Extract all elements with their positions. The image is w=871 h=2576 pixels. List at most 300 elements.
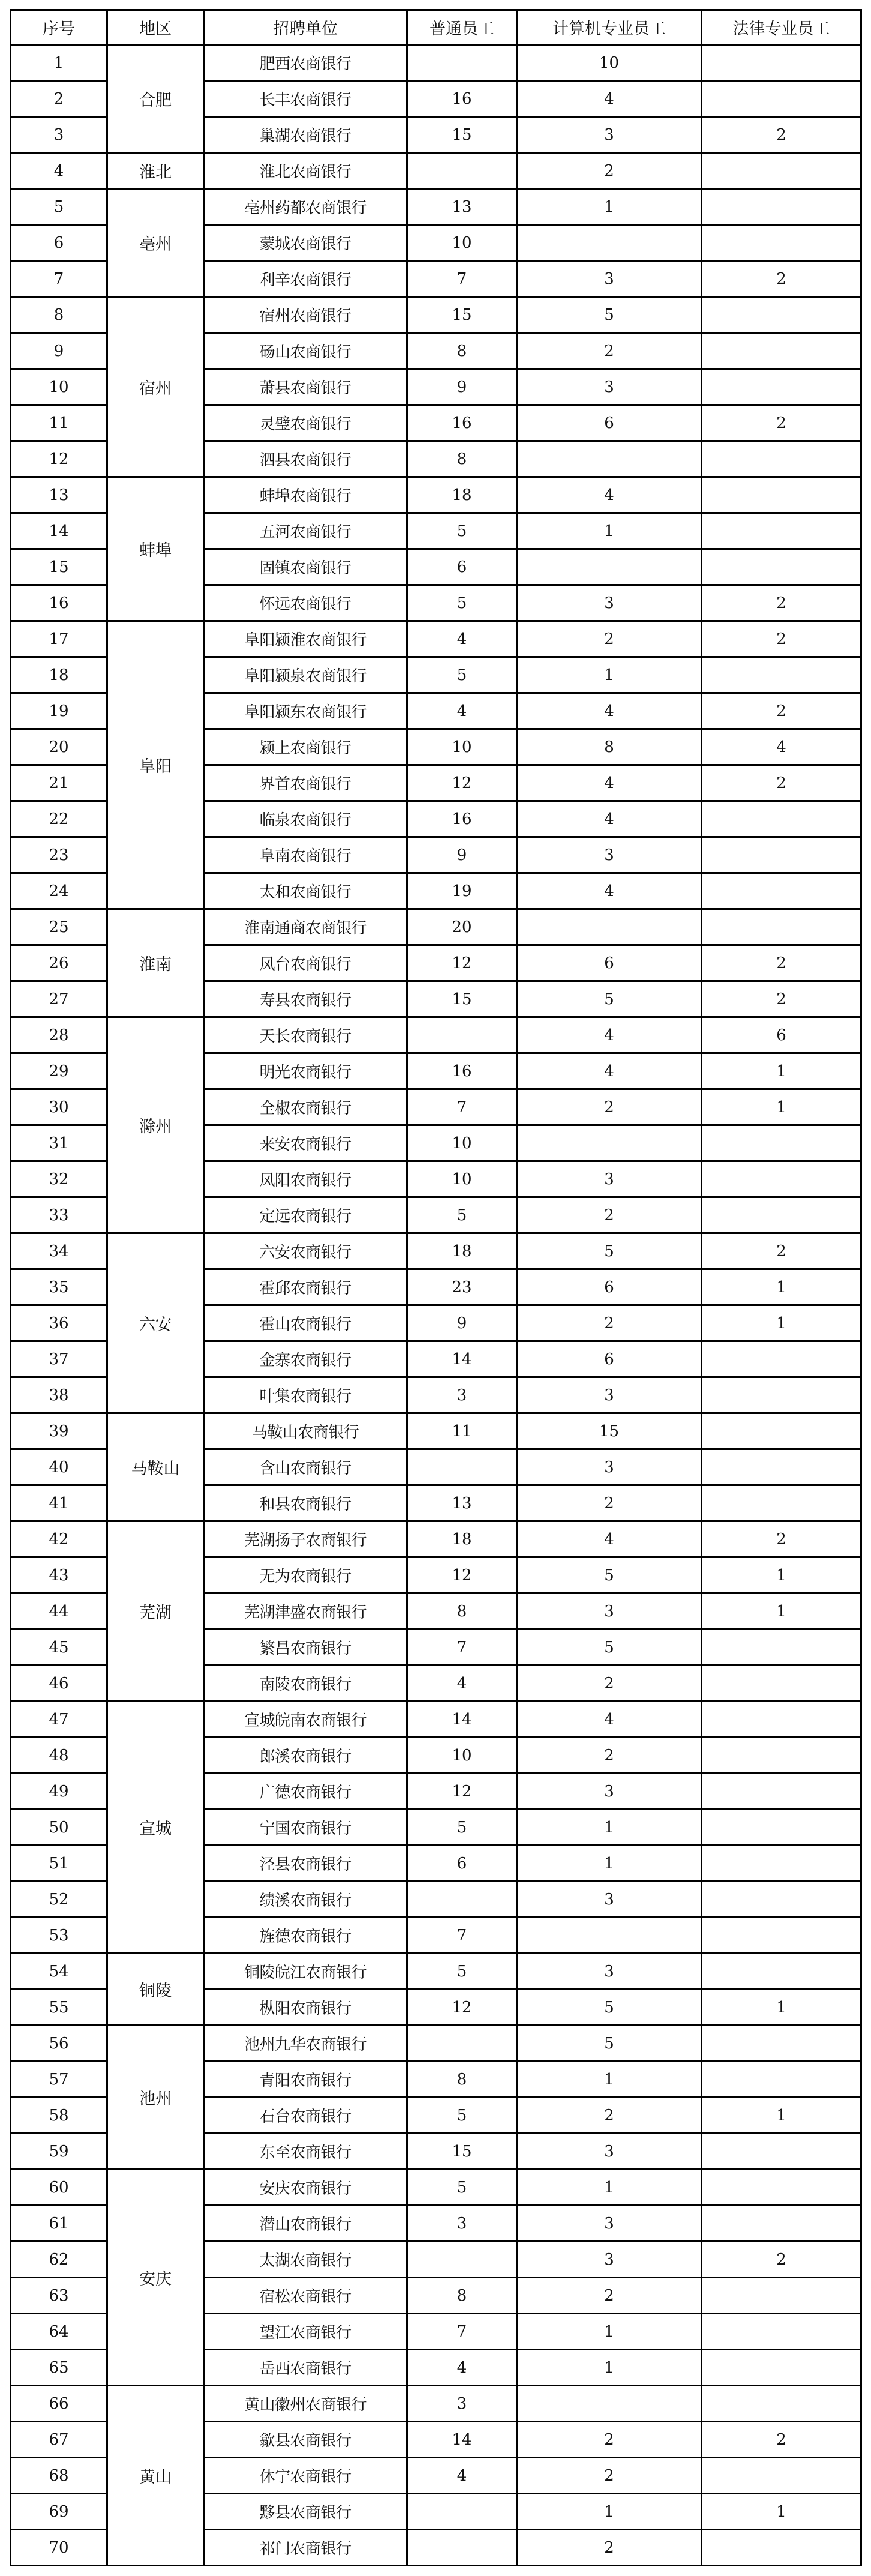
general-staff-cell: 5 xyxy=(407,2098,517,2134)
serial-no-cell: 67 xyxy=(11,2422,107,2458)
general-staff-cell: 3 xyxy=(407,1377,517,1413)
header-general-staff: 普通员工 xyxy=(407,10,517,45)
general-staff-cell xyxy=(407,1882,517,1918)
recruiting-unit-cell: 宿松农商银行 xyxy=(204,2278,407,2314)
computer-staff-cell xyxy=(517,909,702,945)
recruiting-unit-cell: 祁门农商银行 xyxy=(204,2530,407,2566)
computer-staff-cell: 4 xyxy=(517,1521,702,1557)
recruiting-unit-cell: 凤阳农商银行 xyxy=(204,1161,407,1197)
general-staff-cell: 19 xyxy=(407,873,517,909)
computer-staff-cell: 6 xyxy=(517,1341,702,1377)
computer-staff-cell: 2 xyxy=(517,2278,702,2314)
law-staff-cell: 2 xyxy=(702,2242,861,2278)
general-staff-cell: 7 xyxy=(407,1630,517,1666)
table-row xyxy=(11,189,861,225)
serial-no-cell: 19 xyxy=(11,693,107,729)
general-staff-cell: 16 xyxy=(407,801,517,837)
general-staff-cell xyxy=(407,2530,517,2566)
recruiting-unit-cell: 霍邱农商银行 xyxy=(204,1269,407,1305)
computer-staff-cell: 2 xyxy=(517,333,702,369)
computer-staff-cell: 10 xyxy=(517,45,702,81)
recruiting-unit-cell: 肥西农商银行 xyxy=(204,45,407,81)
serial-no-cell: 11 xyxy=(11,405,107,441)
recruiting-unit-cell: 太和农商银行 xyxy=(204,873,407,909)
serial-no-cell: 26 xyxy=(11,945,107,981)
serial-no-cell: 57 xyxy=(11,2062,107,2098)
serial-no-cell: 25 xyxy=(11,909,107,945)
general-staff-cell xyxy=(407,2494,517,2530)
serial-no-cell: 70 xyxy=(11,2530,107,2566)
computer-staff-cell: 6 xyxy=(517,945,702,981)
recruiting-unit-cell: 全椒农商银行 xyxy=(204,1089,407,1125)
computer-staff-cell: 5 xyxy=(517,1990,702,2026)
general-staff-cell: 11 xyxy=(407,1413,517,1449)
table-row xyxy=(11,1702,861,1738)
serial-no-cell: 32 xyxy=(11,1161,107,1197)
computer-staff-cell: 2 xyxy=(517,2530,702,2566)
law-staff-cell: 1 xyxy=(702,1557,861,1593)
law-staff-cell: 2 xyxy=(702,693,861,729)
serial-no-cell: 24 xyxy=(11,873,107,909)
computer-staff-cell: 2 xyxy=(517,2098,702,2134)
computer-staff-cell: 3 xyxy=(517,1774,702,1810)
recruiting-unit-cell: 石台农商银行 xyxy=(204,2098,407,2134)
general-staff-cell: 5 xyxy=(407,1197,517,1233)
law-staff-cell xyxy=(702,837,861,873)
serial-no-cell: 69 xyxy=(11,2494,107,2530)
serial-no-cell: 8 xyxy=(11,297,107,333)
recruiting-unit-cell: 寿县农商银行 xyxy=(204,981,407,1017)
general-staff-cell: 10 xyxy=(407,1738,517,1774)
computer-staff-cell: 5 xyxy=(517,1233,702,1269)
recruiting-unit-cell: 阜阳颍淮农商银行 xyxy=(204,621,407,657)
serial-no-cell: 18 xyxy=(11,657,107,693)
recruiting-unit-cell: 界首农商银行 xyxy=(204,765,407,801)
law-staff-cell xyxy=(702,477,861,513)
computer-staff-cell: 8 xyxy=(517,729,702,765)
serial-no-cell: 38 xyxy=(11,1377,107,1413)
computer-staff-cell xyxy=(517,225,702,261)
law-staff-cell: 6 xyxy=(702,1017,861,1053)
serial-no-cell: 35 xyxy=(11,1269,107,1305)
computer-staff-cell: 1 xyxy=(517,2494,702,2530)
computer-staff-cell: 6 xyxy=(517,1269,702,1305)
recruiting-unit-cell: 霍山农商银行 xyxy=(204,1305,407,1341)
serial-no-cell: 55 xyxy=(11,1990,107,2026)
law-staff-cell xyxy=(702,1846,861,1882)
law-staff-cell xyxy=(702,1125,861,1161)
recruiting-unit-cell: 马鞍山农商银行 xyxy=(204,1413,407,1449)
law-staff-cell xyxy=(702,873,861,909)
computer-staff-cell: 3 xyxy=(517,117,702,153)
serial-no-cell: 56 xyxy=(11,2026,107,2062)
general-staff-cell: 13 xyxy=(407,1485,517,1521)
computer-staff-cell: 3 xyxy=(517,1161,702,1197)
computer-staff-cell: 3 xyxy=(517,2134,702,2170)
region-cell: 六安 xyxy=(107,1233,204,1413)
serial-no-cell: 66 xyxy=(11,2386,107,2422)
computer-staff-cell xyxy=(517,2386,702,2422)
general-staff-cell: 3 xyxy=(407,2386,517,2422)
recruiting-unit-cell: 太湖农商银行 xyxy=(204,2242,407,2278)
computer-staff-cell: 2 xyxy=(517,153,702,189)
recruiting-unit-cell: 阜南农商银行 xyxy=(204,837,407,873)
recruiting-unit-cell: 六安农商银行 xyxy=(204,1233,407,1269)
recruiting-unit-cell: 利辛农商银行 xyxy=(204,261,407,297)
recruiting-unit-cell: 枞阳农商银行 xyxy=(204,1990,407,2026)
computer-staff-cell: 5 xyxy=(517,297,702,333)
serial-no-cell: 46 xyxy=(11,1666,107,1702)
computer-staff-cell: 2 xyxy=(517,1197,702,1233)
table-row xyxy=(11,2386,861,2422)
computer-staff-cell xyxy=(517,1125,702,1161)
computer-staff-cell: 2 xyxy=(517,2458,702,2494)
serial-no-cell: 39 xyxy=(11,1413,107,1449)
law-staff-cell xyxy=(702,549,861,585)
recruiting-unit-cell: 阜阳颍东农商银行 xyxy=(204,693,407,729)
computer-staff-cell: 2 xyxy=(517,621,702,657)
computer-staff-cell: 15 xyxy=(517,1413,702,1449)
law-staff-cell: 1 xyxy=(702,1990,861,2026)
general-staff-cell: 12 xyxy=(407,1990,517,2026)
recruiting-unit-cell: 铜陵皖江农商银行 xyxy=(204,1954,407,1990)
serial-no-cell: 45 xyxy=(11,1630,107,1666)
law-staff-cell xyxy=(702,1341,861,1377)
general-staff-cell: 15 xyxy=(407,981,517,1017)
region-cell: 蚌埠 xyxy=(107,477,204,621)
law-staff-cell xyxy=(702,801,861,837)
table-row xyxy=(11,1233,861,1269)
serial-no-cell: 36 xyxy=(11,1305,107,1341)
recruiting-unit-cell: 亳州药都农商银行 xyxy=(204,189,407,225)
computer-staff-cell: 3 xyxy=(517,585,702,621)
serial-no-cell: 29 xyxy=(11,1053,107,1089)
general-staff-cell: 8 xyxy=(407,2062,517,2098)
general-staff-cell: 20 xyxy=(407,909,517,945)
law-staff-cell: 1 xyxy=(702,1269,861,1305)
law-staff-cell xyxy=(702,1738,861,1774)
serial-no-cell: 33 xyxy=(11,1197,107,1233)
table-row xyxy=(11,1954,861,1990)
recruiting-unit-cell: 潜山农商银行 xyxy=(204,2206,407,2242)
serial-no-cell: 63 xyxy=(11,2278,107,2314)
computer-staff-cell: 1 xyxy=(517,2062,702,2098)
recruiting-unit-cell: 蚌埠农商银行 xyxy=(204,477,407,513)
computer-staff-cell: 3 xyxy=(517,1449,702,1485)
serial-no-cell: 43 xyxy=(11,1557,107,1593)
table-row xyxy=(11,153,861,189)
computer-staff-cell: 2 xyxy=(517,1666,702,1702)
region-cell: 亳州 xyxy=(107,189,204,297)
law-staff-cell xyxy=(702,297,861,333)
recruiting-unit-cell: 怀远农商银行 xyxy=(204,585,407,621)
computer-staff-cell: 1 xyxy=(517,2350,702,2386)
computer-staff-cell: 2 xyxy=(517,1089,702,1125)
computer-staff-cell: 4 xyxy=(517,765,702,801)
recruiting-unit-cell: 五河农商银行 xyxy=(204,513,407,549)
general-staff-cell: 23 xyxy=(407,1269,517,1305)
law-staff-cell xyxy=(702,441,861,477)
table-row xyxy=(11,909,861,945)
computer-staff-cell: 4 xyxy=(517,477,702,513)
region-cell: 马鞍山 xyxy=(107,1413,204,1521)
serial-no-cell: 54 xyxy=(11,1954,107,1990)
general-staff-cell: 12 xyxy=(407,1557,517,1593)
general-staff-cell: 4 xyxy=(407,621,517,657)
recruiting-unit-cell: 淮北农商银行 xyxy=(204,153,407,189)
recruiting-unit-cell: 芜湖扬子农商银行 xyxy=(204,1521,407,1557)
general-staff-cell: 5 xyxy=(407,1954,517,1990)
law-staff-cell xyxy=(702,1161,861,1197)
law-staff-cell: 2 xyxy=(702,945,861,981)
recruiting-unit-cell: 繁昌农商银行 xyxy=(204,1630,407,1666)
serial-no-cell: 61 xyxy=(11,2206,107,2242)
recruiting-unit-cell: 泾县农商银行 xyxy=(204,1846,407,1882)
recruiting-unit-cell: 萧县农商银行 xyxy=(204,369,407,405)
region-cell: 安庆 xyxy=(107,2170,204,2386)
recruitment-table-container xyxy=(10,9,862,2566)
general-staff-cell: 5 xyxy=(407,2170,517,2206)
recruiting-unit-cell: 休宁农商银行 xyxy=(204,2458,407,2494)
law-staff-cell: 2 xyxy=(702,261,861,297)
law-staff-cell: 2 xyxy=(702,585,861,621)
law-staff-cell: 1 xyxy=(702,2098,861,2134)
region-cell: 黄山 xyxy=(107,2386,204,2566)
computer-staff-cell: 4 xyxy=(517,81,702,117)
general-staff-cell: 7 xyxy=(407,2314,517,2350)
general-staff-cell: 10 xyxy=(407,729,517,765)
region-cell: 阜阳 xyxy=(107,621,204,909)
serial-no-cell: 42 xyxy=(11,1521,107,1557)
computer-staff-cell: 1 xyxy=(517,2314,702,2350)
serial-no-cell: 53 xyxy=(11,1918,107,1954)
law-staff-cell xyxy=(702,2206,861,2242)
general-staff-cell: 16 xyxy=(407,1053,517,1089)
law-staff-cell xyxy=(702,1377,861,1413)
general-staff-cell: 9 xyxy=(407,369,517,405)
serial-no-cell: 49 xyxy=(11,1774,107,1810)
serial-no-cell: 14 xyxy=(11,513,107,549)
region-cell: 池州 xyxy=(107,2026,204,2170)
computer-staff-cell: 3 xyxy=(517,261,702,297)
serial-no-cell: 22 xyxy=(11,801,107,837)
computer-staff-cell: 1 xyxy=(517,657,702,693)
region-cell: 淮南 xyxy=(107,909,204,1017)
recruiting-unit-cell: 东至农商银行 xyxy=(204,2134,407,2170)
law-staff-cell xyxy=(702,1954,861,1990)
law-staff-cell xyxy=(702,2458,861,2494)
general-staff-cell: 10 xyxy=(407,1161,517,1197)
region-cell: 芜湖 xyxy=(107,1521,204,1702)
recruiting-unit-cell: 南陵农商银行 xyxy=(204,1666,407,1702)
table-row xyxy=(11,297,861,333)
computer-staff-cell: 4 xyxy=(517,693,702,729)
serial-no-cell: 1 xyxy=(11,45,107,81)
law-staff-cell xyxy=(702,225,861,261)
recruiting-unit-cell: 安庆农商银行 xyxy=(204,2170,407,2206)
law-staff-cell: 1 xyxy=(702,1305,861,1341)
serial-no-cell: 7 xyxy=(11,261,107,297)
computer-staff-cell: 5 xyxy=(517,1557,702,1593)
recruiting-unit-cell: 明光农商银行 xyxy=(204,1053,407,1089)
computer-staff-cell: 5 xyxy=(517,1630,702,1666)
computer-staff-cell: 1 xyxy=(517,513,702,549)
general-staff-cell: 8 xyxy=(407,2278,517,2314)
table-row xyxy=(11,45,861,81)
recruiting-unit-cell: 黟县农商银行 xyxy=(204,2494,407,2530)
table-body xyxy=(11,45,861,2566)
general-staff-cell: 14 xyxy=(407,1341,517,1377)
serial-no-cell: 41 xyxy=(11,1485,107,1521)
table-row xyxy=(11,1521,861,1557)
serial-no-cell: 52 xyxy=(11,1882,107,1918)
recruiting-unit-cell: 阜阳颍泉农商银行 xyxy=(204,657,407,693)
serial-no-cell: 5 xyxy=(11,189,107,225)
general-staff-cell: 4 xyxy=(407,2458,517,2494)
serial-no-cell: 16 xyxy=(11,585,107,621)
law-staff-cell xyxy=(702,2314,861,2350)
computer-staff-cell: 1 xyxy=(517,189,702,225)
serial-no-cell: 62 xyxy=(11,2242,107,2278)
law-staff-cell: 1 xyxy=(702,2494,861,2530)
computer-staff-cell: 3 xyxy=(517,837,702,873)
general-staff-cell: 5 xyxy=(407,585,517,621)
computer-staff-cell: 3 xyxy=(517,369,702,405)
recruiting-unit-cell: 旌德农商银行 xyxy=(204,1918,407,1954)
general-staff-cell: 18 xyxy=(407,1521,517,1557)
computer-staff-cell: 2 xyxy=(517,1305,702,1341)
law-staff-cell: 2 xyxy=(702,1521,861,1557)
general-staff-cell xyxy=(407,1017,517,1053)
computer-staff-cell xyxy=(517,1918,702,1954)
general-staff-cell: 14 xyxy=(407,2422,517,2458)
serial-no-cell: 31 xyxy=(11,1125,107,1161)
general-staff-cell xyxy=(407,45,517,81)
region-cell: 淮北 xyxy=(107,153,204,189)
law-staff-cell: 2 xyxy=(702,117,861,153)
serial-no-cell: 47 xyxy=(11,1702,107,1738)
computer-staff-cell: 3 xyxy=(517,1593,702,1630)
general-staff-cell: 13 xyxy=(407,189,517,225)
serial-no-cell: 6 xyxy=(11,225,107,261)
computer-staff-cell: 3 xyxy=(517,2242,702,2278)
table-row xyxy=(11,477,861,513)
table-row xyxy=(11,621,861,657)
law-staff-cell xyxy=(702,1630,861,1666)
recruiting-unit-cell: 望江农商银行 xyxy=(204,2314,407,2350)
serial-no-cell: 9 xyxy=(11,333,107,369)
serial-no-cell: 60 xyxy=(11,2170,107,2206)
law-staff-cell xyxy=(702,1774,861,1810)
recruiting-unit-cell: 固镇农商银行 xyxy=(204,549,407,585)
computer-staff-cell: 4 xyxy=(517,1702,702,1738)
general-staff-cell: 18 xyxy=(407,1233,517,1269)
serial-no-cell: 40 xyxy=(11,1449,107,1485)
general-staff-cell xyxy=(407,2026,517,2062)
law-staff-cell: 1 xyxy=(702,1089,861,1125)
recruiting-unit-cell: 颍上农商银行 xyxy=(204,729,407,765)
computer-staff-cell: 2 xyxy=(517,2422,702,2458)
law-staff-cell xyxy=(702,657,861,693)
general-staff-cell: 5 xyxy=(407,513,517,549)
law-staff-cell xyxy=(702,189,861,225)
general-staff-cell: 14 xyxy=(407,1702,517,1738)
law-staff-cell: 2 xyxy=(702,765,861,801)
computer-staff-cell: 4 xyxy=(517,1017,702,1053)
serial-no-cell: 13 xyxy=(11,477,107,513)
recruiting-unit-cell: 叶集农商银行 xyxy=(204,1377,407,1413)
table-row xyxy=(11,2170,861,2206)
general-staff-cell: 3 xyxy=(407,2206,517,2242)
general-staff-cell: 4 xyxy=(407,693,517,729)
computer-staff-cell: 2 xyxy=(517,1738,702,1774)
recruiting-unit-cell: 长丰农商银行 xyxy=(204,81,407,117)
region-cell: 合肥 xyxy=(107,45,204,153)
serial-no-cell: 64 xyxy=(11,2314,107,2350)
law-staff-cell: 2 xyxy=(702,981,861,1017)
serial-no-cell: 34 xyxy=(11,1233,107,1269)
serial-no-cell: 37 xyxy=(11,1341,107,1377)
general-staff-cell: 7 xyxy=(407,1089,517,1125)
general-staff-cell: 8 xyxy=(407,333,517,369)
general-staff-cell: 16 xyxy=(407,405,517,441)
general-staff-cell: 16 xyxy=(407,81,517,117)
general-staff-cell: 9 xyxy=(407,1305,517,1341)
recruiting-unit-cell: 芜湖津盛农商银行 xyxy=(204,1593,407,1630)
recruiting-unit-cell: 临泉农商银行 xyxy=(204,801,407,837)
recruiting-unit-cell: 歙县农商银行 xyxy=(204,2422,407,2458)
law-staff-cell xyxy=(702,369,861,405)
general-staff-cell: 8 xyxy=(407,1593,517,1630)
computer-staff-cell xyxy=(517,549,702,585)
recruiting-unit-cell: 广德农商银行 xyxy=(204,1774,407,1810)
serial-no-cell: 51 xyxy=(11,1846,107,1882)
computer-staff-cell: 3 xyxy=(517,2206,702,2242)
recruiting-unit-cell: 金寨农商银行 xyxy=(204,1341,407,1377)
recruiting-unit-cell: 岳西农商银行 xyxy=(204,2350,407,2386)
general-staff-cell: 5 xyxy=(407,1810,517,1846)
law-staff-cell xyxy=(702,909,861,945)
recruiting-unit-cell: 泗县农商银行 xyxy=(204,441,407,477)
serial-no-cell: 23 xyxy=(11,837,107,873)
general-staff-cell: 6 xyxy=(407,1846,517,1882)
serial-no-cell: 4 xyxy=(11,153,107,189)
computer-staff-cell: 4 xyxy=(517,1053,702,1089)
recruiting-unit-cell: 天长农商银行 xyxy=(204,1017,407,1053)
recruiting-unit-cell: 绩溪农商银行 xyxy=(204,1882,407,1918)
region-cell: 铜陵 xyxy=(107,1954,204,2026)
header-serial-no: 序号 xyxy=(11,10,107,45)
general-staff-cell: 5 xyxy=(407,657,517,693)
law-staff-cell xyxy=(702,1918,861,1954)
computer-staff-cell: 1 xyxy=(517,2170,702,2206)
header-region: 地区 xyxy=(107,10,204,45)
general-staff-cell: 12 xyxy=(407,765,517,801)
computer-staff-cell: 5 xyxy=(517,2026,702,2062)
region-cell: 宣城 xyxy=(107,1702,204,1954)
computer-staff-cell: 3 xyxy=(517,1882,702,1918)
general-staff-cell xyxy=(407,153,517,189)
recruiting-unit-cell: 宁国农商银行 xyxy=(204,1810,407,1846)
serial-no-cell: 3 xyxy=(11,117,107,153)
general-staff-cell: 18 xyxy=(407,477,517,513)
serial-no-cell: 50 xyxy=(11,1810,107,1846)
law-staff-cell: 2 xyxy=(702,621,861,657)
computer-staff-cell: 6 xyxy=(517,405,702,441)
law-staff-cell xyxy=(702,2170,861,2206)
law-staff-cell xyxy=(702,45,861,81)
general-staff-cell: 8 xyxy=(407,441,517,477)
